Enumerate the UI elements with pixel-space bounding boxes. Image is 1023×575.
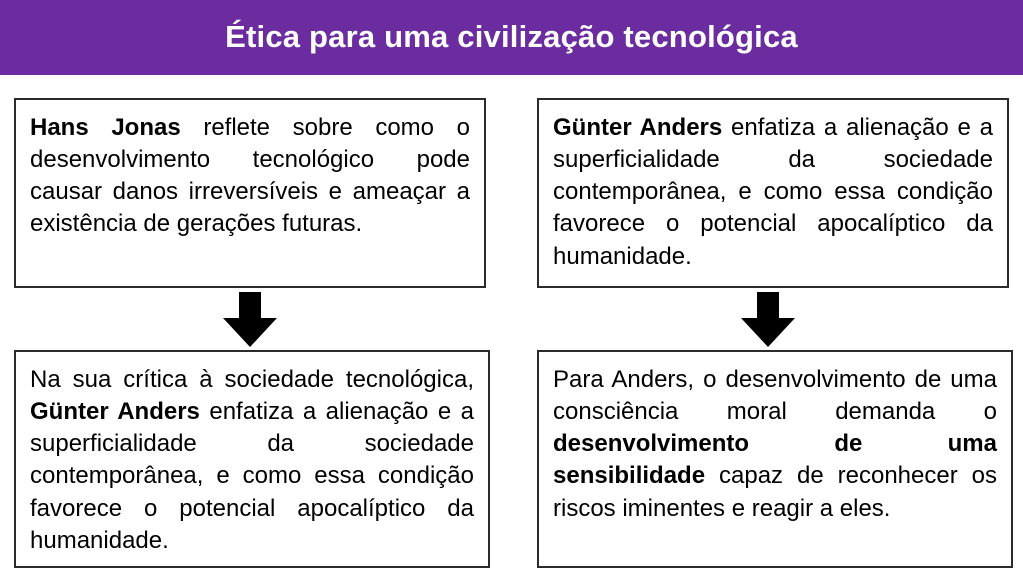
text-box-sensibilidade-before: Para Anders, o desenvolvimento de uma consciência moral demanda o xyxy=(553,366,997,426)
text-box-sensibilidade xyxy=(537,350,1013,568)
text-box-hans-jonas-lead: Hans Jonas xyxy=(30,114,181,141)
text-box-critica-after: enfatiza a alienação e a superficialidade da sociedade contemporânea, e como essa condição favorece o potencial apocalíptico da humanidade. xyxy=(30,398,474,554)
text-box-critica-sociedade xyxy=(14,350,490,568)
text-box-sensibilidade-lead: desenvolvimento de uma sensibilidade xyxy=(553,430,997,490)
down-arrow-icon-right xyxy=(736,292,800,348)
page-title: Ética para uma civilização tecnológica xyxy=(225,19,798,55)
text-box-sensibilidade-after: capaz de reconhecer os riscos iminentes e reagir a eles. xyxy=(553,462,997,522)
title-bar xyxy=(0,0,1023,75)
text-box-gunter-anders xyxy=(537,98,1009,288)
text-box-hans-jonas xyxy=(14,98,486,288)
text-box-critica-lead: Günter Anders xyxy=(30,398,200,426)
text-box-gunter-anders-lead: Günter Anders xyxy=(553,114,723,141)
text-box-critica-before: Na sua crítica à sociedade tecnológica, xyxy=(30,366,474,393)
text-box-gunter-anders-body: enfatiza a alienação e a superficialidade da sociedade contemporânea, e como essa condição favorece o potencial apocalíptico da humanidade. xyxy=(553,114,993,270)
down-arrow-icon-left xyxy=(218,292,282,348)
text-box-hans-jonas-body: reflete sobre como o desenvolvimento tecnológico pode causar danos irreversíveis e ameaçar a existência de gerações futuras. xyxy=(30,114,470,238)
